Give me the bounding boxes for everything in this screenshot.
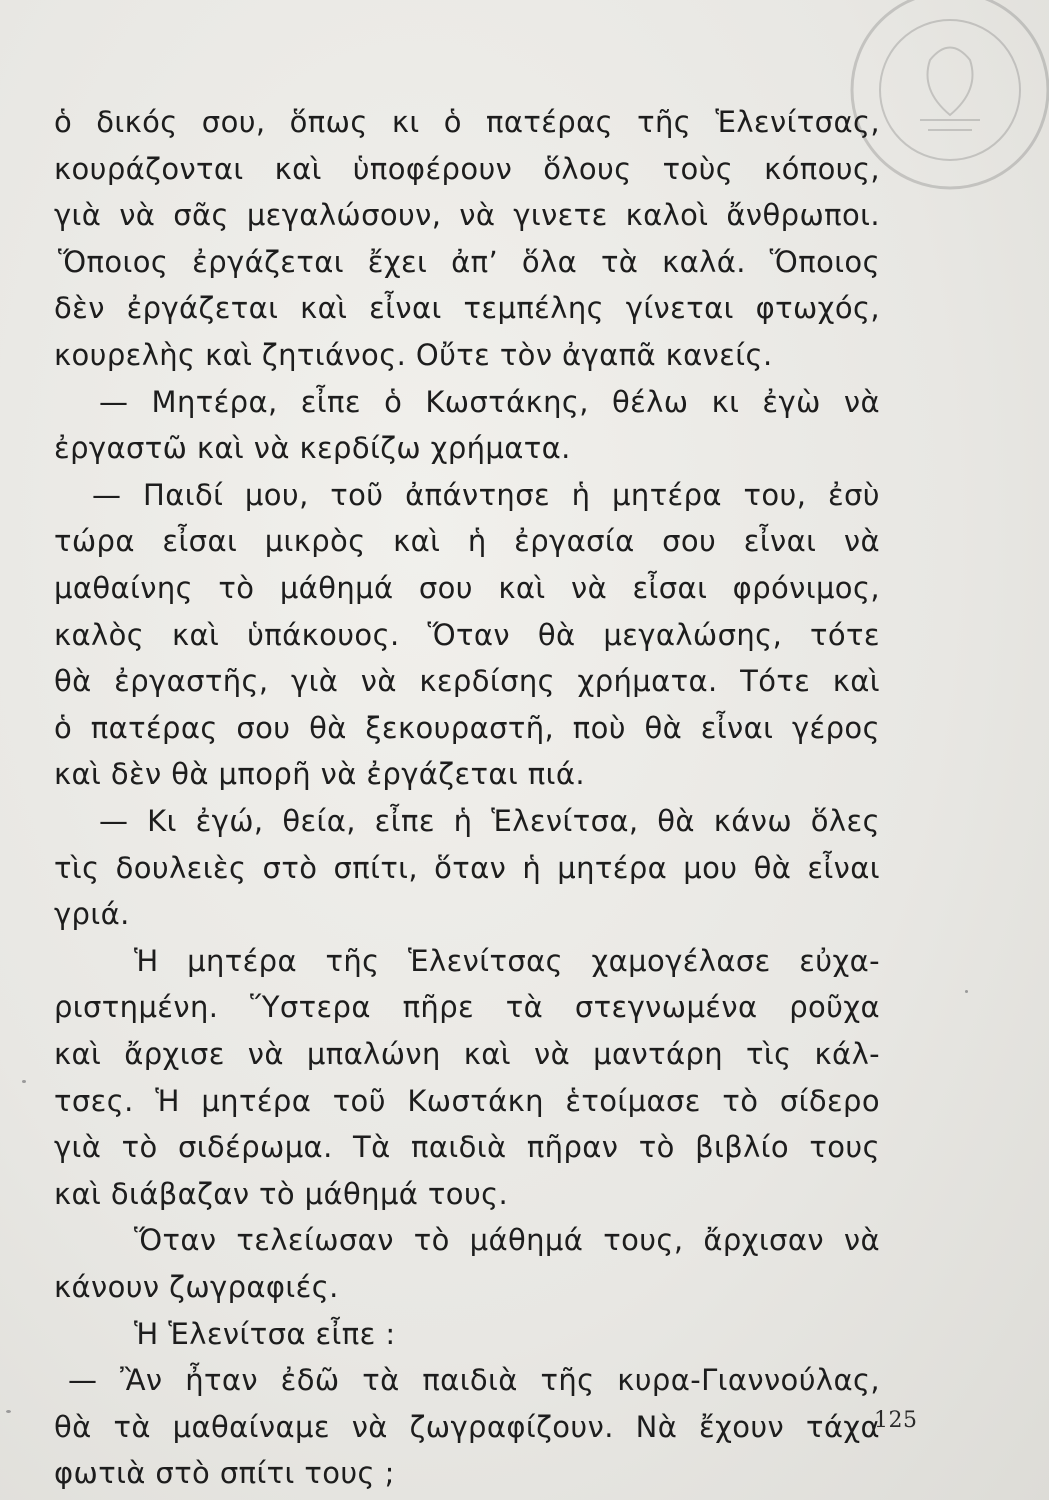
text-line: ριστημένη. Ὕστερα πῆρε τὰ στεγνωμένα ροῦχα — [54, 990, 880, 1024]
text-line: κουρελὴς καὶ ζητιάνος. Οὔτε τὸν ἀγαπᾶ κανείς. — [54, 338, 773, 372]
text-line: γριά. — [54, 897, 130, 931]
scan-speck — [965, 990, 968, 993]
text-line: θὰ τὰ μαθαίναμε νὰ ζωγραφίζουν. Νὰ ἔχουν τάχα — [54, 1410, 880, 1444]
text-line: Ἡ Ἑλενίτσα εἶπε : — [134, 1317, 396, 1351]
page-number: 125 — [874, 1408, 918, 1433]
text-line: μαθαίνης τὸ μάθημά σου καὶ νὰ εἶσαι φρόνιμος, — [54, 571, 880, 605]
text-line: γιὰ τὸ σιδέρωμα. Τὰ παιδιὰ πῆραν τὸ βιβλίο τους — [54, 1130, 880, 1164]
text-line: Ὅταν τελείωσαν τὸ μάθημά τους, ἄρχισαν νὰ — [134, 1223, 880, 1257]
text-line: ἐργαστῶ καὶ νὰ κερδίζω χρήματα. — [54, 431, 571, 465]
text-line: φωτιὰ στὸ σπίτι τους ; — [54, 1456, 395, 1490]
text-line: γιὰ νὰ σᾶς μεγαλώσουν, νὰ γινετε καλοὶ ἄνθρωποι. — [54, 198, 880, 232]
text-line: καλὸς καὶ ὑπάκουος. Ὅταν θὰ μεγαλώσης, τότε — [54, 618, 880, 652]
text-line: τώρα εἶσαι μικρὸς καὶ ἡ ἐργασία σου εἶναι νὰ — [54, 524, 880, 558]
text-line: — Μητέρα, εἶπε ὁ Κωστάκης, θέλω κι ἐγὼ νὰ — [99, 385, 880, 419]
text-line: κάνουν ζωγραφιές. — [54, 1270, 339, 1304]
text-line: καὶ ἄρχισε νὰ μπαλώνη καὶ νὰ μαντάρη τὶς κάλ- — [54, 1037, 880, 1071]
text-line: τὶς δουλειὲς στὸ σπίτι, ὅταν ἡ μητέρα μου θὰ εἶναι — [54, 851, 880, 885]
text-line: θὰ ἐργαστῆς, γιὰ νὰ κερδίσης χρήματα. Τότε καὶ — [54, 664, 880, 698]
text-line: κουράζονται καὶ ὑποφέρουν ὅλους τοὺς κόπους, — [54, 152, 880, 186]
text-line: ὁ πατέρας σου θὰ ξεκουραστῆ, ποὺ θὰ εἶναι γέρος — [54, 711, 880, 745]
text-line: τσες. Ἡ μητέρα τοῦ Κωστάκη ἑτοίμασε τὸ σίδερο — [54, 1084, 880, 1118]
text-line: καὶ διάβαζαν τὸ μάθημά τους. — [54, 1177, 509, 1211]
text-line: — Κι ἐγώ, θεία, εἶπε ἡ Ἑλενίτσα, θὰ κάνω ὅλες — [99, 804, 880, 838]
text-line: ὁ δικός σου, ὅπως κι ὁ πατέρας τῆς Ἑλενίτσας, — [54, 105, 880, 139]
text-line: Ὅποιος ἐργάζεται ἔχει ἀπ’ ὅλα τὰ καλά. Ὅποιος — [58, 245, 880, 279]
text-line: — Ἂν ἦταν ἐδῶ τὰ παιδιὰ τῆς κυρα-Γιαννούλας, — [68, 1363, 880, 1397]
text-line: δὲν ἐργάζεται καὶ εἶναι τεμπέλης γίνεται φτωχός, — [54, 291, 880, 325]
text-line: — Παιδί μου, τοῦ ἀπάντησε ἡ μητέρα του, ἐσὺ — [92, 478, 880, 512]
scan-speck — [6, 1410, 11, 1413]
text-line: καὶ δὲν θὰ μπορῆ νὰ ἐργάζεται πιά. — [54, 757, 585, 791]
scan-speck — [22, 1080, 26, 1083]
text-line: Ἡ μητέρα τῆς Ἑλενίτσας χαμογέλασε εὐχα- — [134, 944, 880, 978]
